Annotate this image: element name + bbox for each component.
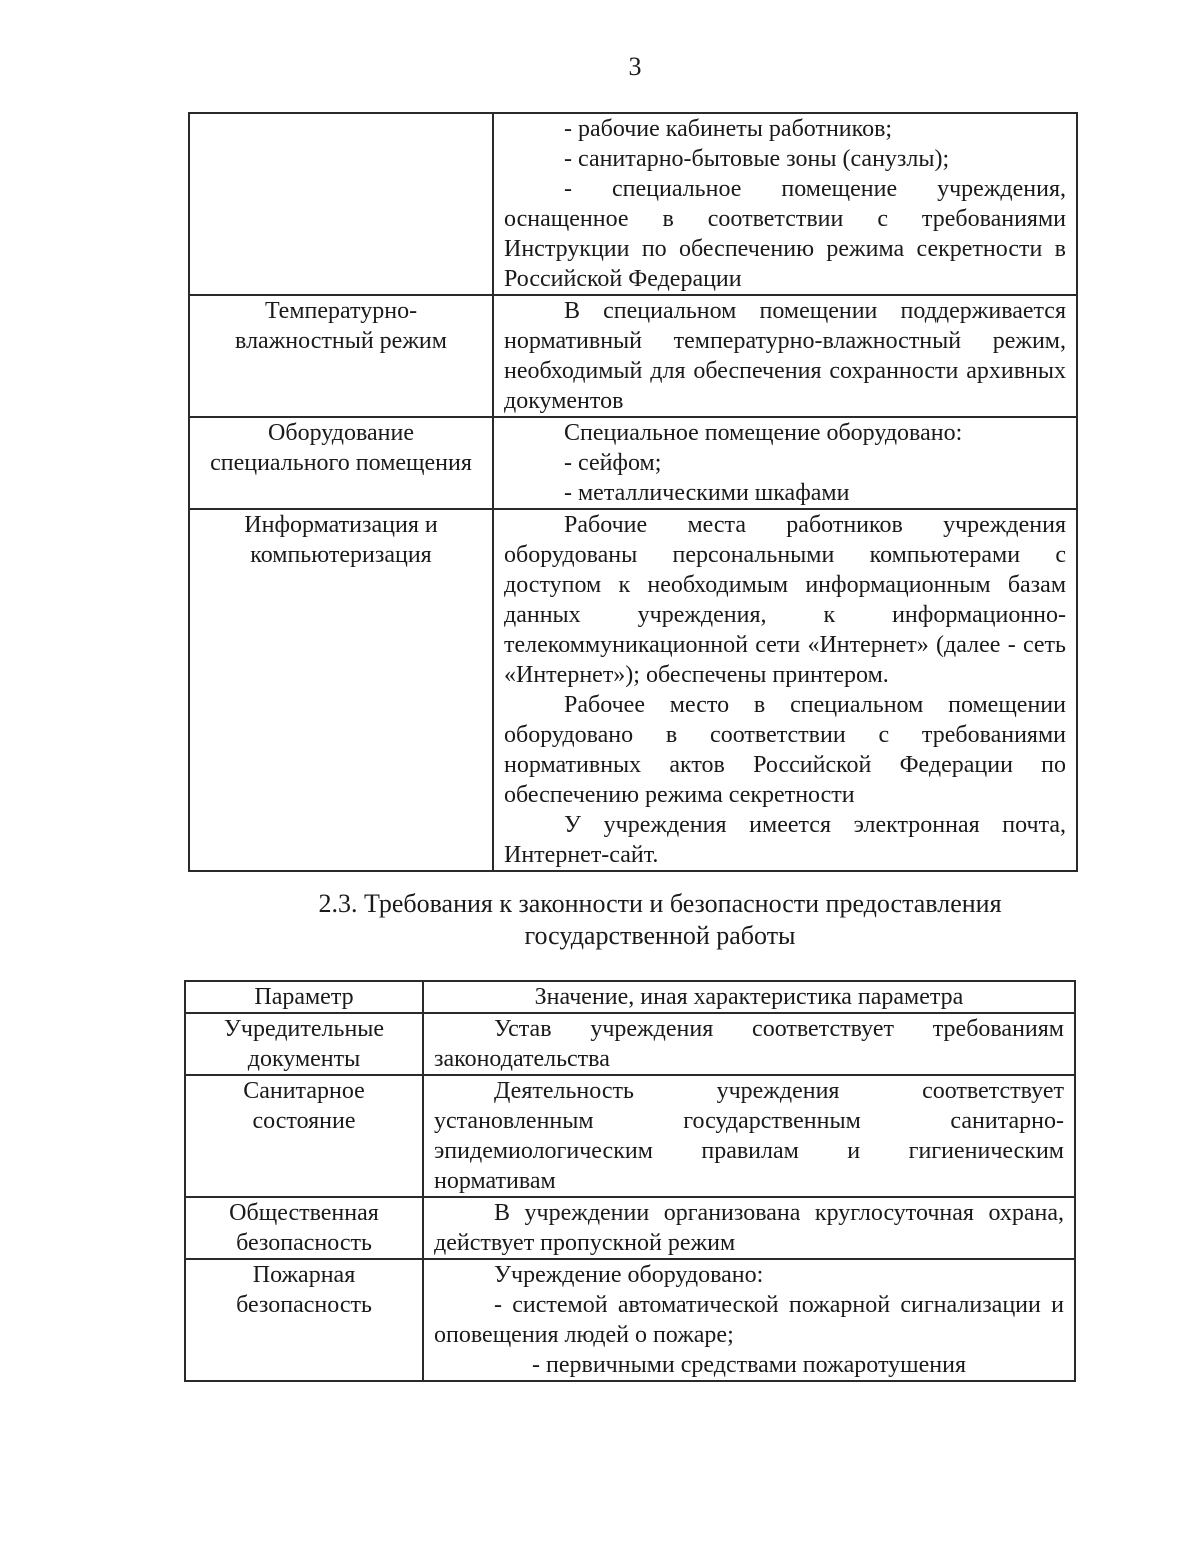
table-row <box>189 509 1077 871</box>
param-cell: Учредительные документы <box>185 1013 423 1075</box>
value-cell <box>423 1259 1075 1381</box>
param-cell: Санитарное состояние <box>185 1075 423 1197</box>
table-row <box>185 1075 1075 1197</box>
value-cell <box>423 1197 1075 1259</box>
param-cell: Оборудование специального помещения <box>189 417 493 509</box>
value-cell <box>493 295 1077 417</box>
value-line: У учреждения имеется электронная почта, Интернет-сайт. <box>504 812 1066 868</box>
value-line: - первичными средствами пожаротушения <box>532 1352 966 1378</box>
table-header-row <box>185 981 1075 1013</box>
param-cell <box>189 113 493 295</box>
table-row <box>189 113 1077 295</box>
section-title <box>260 888 1060 952</box>
value-line: - специальное помещение учреждения, оснащенное в соответствии с требованиями Инструкции по обеспечению режима секретности в Российской Федерации <box>504 176 1066 292</box>
value-cell <box>493 417 1077 509</box>
table-row <box>185 1259 1075 1381</box>
value-cell <box>493 113 1077 295</box>
section-title-line: 2.3. Требования к законности и безопасности предоставления <box>318 889 1002 918</box>
header-value: Значение, иная характеристика параметра <box>423 981 1075 1013</box>
value-line: - сейфом; <box>564 450 662 476</box>
table-row <box>185 1013 1075 1075</box>
page-number: 3 <box>628 52 642 81</box>
legality-table <box>184 980 1076 1382</box>
param-cell: Информатизация и компьютеризация <box>189 509 493 871</box>
param-cell: Общественная безопасность <box>185 1197 423 1259</box>
value-line: - санитарно-бытовые зоны (санузлы); <box>564 146 950 172</box>
value-line: Деятельность учреждения соответствует установленным государственным санитарно-эпидемиологическим правилам и гигиеническим нормативам <box>434 1078 1064 1194</box>
value-line: Устав учреждения соответствует требованиям законодательства <box>434 1016 1064 1072</box>
conditions-table <box>188 112 1078 872</box>
table-row <box>189 295 1077 417</box>
value-line: - системой автоматической пожарной сигнализации и оповещения людей о пожаре; <box>434 1292 1064 1348</box>
table-row <box>185 1197 1075 1259</box>
value-line: - рабочие кабинеты работников; <box>564 116 893 142</box>
value-line: - металлическими шкафами <box>564 480 850 506</box>
section-title-line: государственной работы <box>524 921 796 950</box>
value-line: Рабочее место в специальном помещении оборудовано в соответствии с требованиями нормативных актов Российской Федерации по обеспечению режима секретности <box>504 692 1066 808</box>
param-cell: Пожарная безопасность <box>185 1259 423 1381</box>
header-param: Параметр <box>185 981 423 1013</box>
value-line: Учреждение оборудовано: <box>494 1262 764 1288</box>
param-cell: Температурно-влажностный режим <box>189 295 493 417</box>
value-cell <box>493 509 1077 871</box>
value-line: Рабочие места работников учреждения оборудованы персональными компьютерами с доступом к необходимым информационным базам данных учреждения, к информационно-телекоммуникационной сети «Интернет» (далее - сеть «Интернет»); обеспечены принтером. <box>504 512 1066 688</box>
value-line: Специальное помещение оборудовано: <box>564 420 963 446</box>
value-line: В учреждении организована круглосуточная охрана, действует пропускной режим <box>434 1200 1064 1256</box>
value-cell <box>423 1013 1075 1075</box>
table-row <box>189 417 1077 509</box>
value-line: В специальном помещении поддерживается нормативный температурно-влажностный режим, необходимый для обеспечения сохранности архивных документов <box>504 298 1066 414</box>
value-cell <box>423 1075 1075 1197</box>
